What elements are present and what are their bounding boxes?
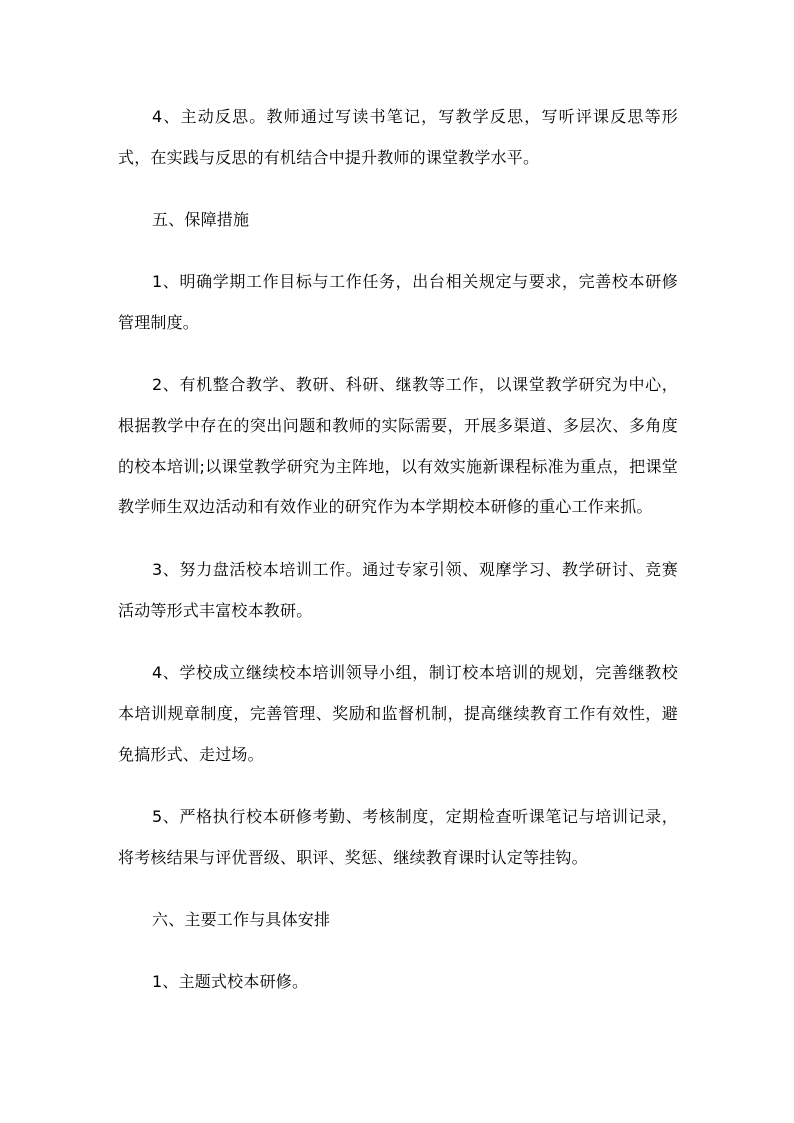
paragraph-safeguard-2: 2、有机整合教学、教研、科研、继教等工作，以课堂教学研究为中心，根据教学中存在的突出问题和教师的实际需要，开展多渠道、多层次、多角度的校本培训;以课堂教学研究为主阵地，以有效实施新课程标准为重点，把课堂教学师生双边活动和有效作业的研究作为本学期校本研修的重心工作来抓。: [118, 375, 678, 517]
paragraph-safeguard-4: 4、学校成立继续校本培训领导小组，制订校本培训的规划，完善继教校本培训规章制度，完善管理、奖励和监督机制，提高继续教育工作有效性，避免搞形式、走过场。: [118, 663, 678, 764]
paragraph-safeguard-1: 1、明确学期工作目标与工作任务，出台相关规定与要求，完善校本研修管理制度。: [118, 272, 678, 332]
section-heading-main-work: 六、主要工作与具体安排: [152, 910, 331, 929]
paragraph-reflection: 4、主动反思。教师通过写读书笔记，写教学反思，写听评课反思等形式，在实践与反思的有机结合中提升教师的课堂教学水平。: [118, 107, 678, 167]
section-heading-safeguards: 五、保障措施: [152, 210, 250, 229]
paragraph-safeguard-5: 5、严格执行校本研修考勤、考核制度，定期检查听课笔记与培训记录，将考核结果与评优晋级、职评、奖惩、继续教育课时认定等挂钩。: [118, 807, 678, 867]
paragraph-main-work-1: 1、主题式校本研修。: [152, 972, 309, 991]
paragraph-safeguard-3: 3、努力盘活校本培训工作。通过专家引领、观摩学习、教学研讨、竞赛活动等形式丰富校本教研。: [118, 560, 678, 620]
